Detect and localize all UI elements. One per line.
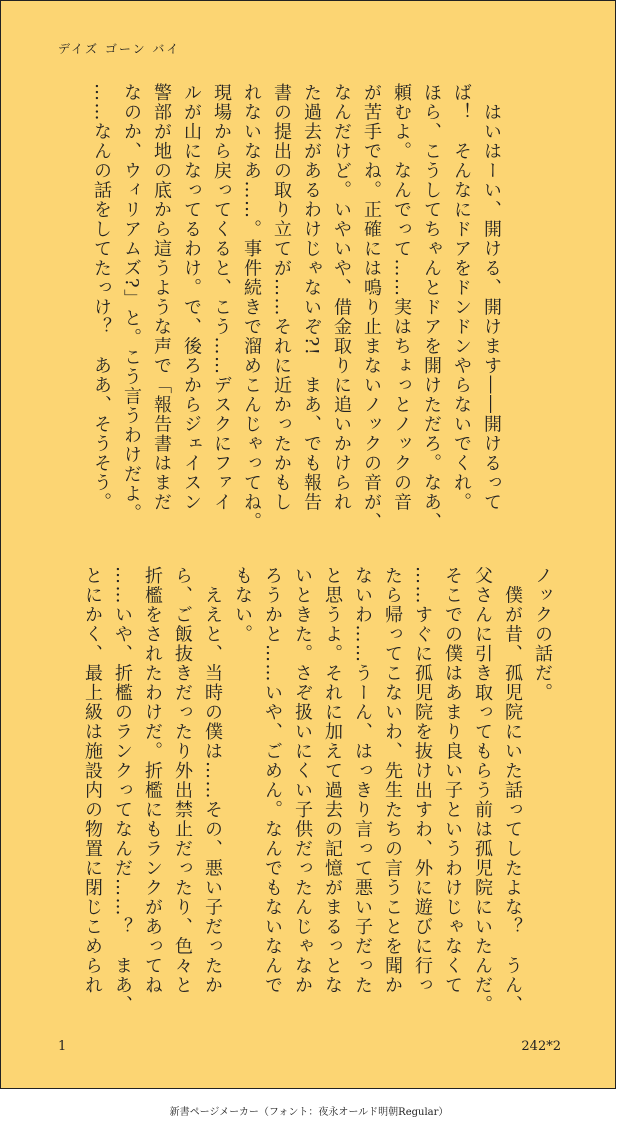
text-column: ろうかと……いや、ごめん。なんでもないなんで xyxy=(262,566,283,995)
text-column: 書の提出の取り立てが……それに近かったかもし xyxy=(271,83,292,512)
text-column: が苦手でね。正確には鳴り止まないノックの音が、 xyxy=(361,83,382,532)
text-column: ええと、当時の僕は……その、悪い子だったか xyxy=(202,566,223,995)
text-column: そこでの僕はあまり良い子というわけじゃなくて xyxy=(442,566,463,995)
text-column: なのか、ウィリアムズ?」と。こう言うわけだよ。 xyxy=(121,83,142,524)
text-column: 頼むよ。なんでって……実はちょっとノックの音 xyxy=(391,83,412,512)
text-column: もない。 xyxy=(232,566,253,644)
text-column: とにかく、最上級は施設内の物置に閉じこめられ xyxy=(82,566,103,995)
text-block-top xyxy=(86,83,506,533)
char-count: 242*2 xyxy=(521,1039,561,1054)
text-column: ルが山になってるわけ。で、後ろからジェイスン xyxy=(181,83,202,512)
text-column: たら帰ってこないわ、先生たちの言うことを聞か xyxy=(382,566,403,995)
text-column: 現場から戻ってくると、こう……デスクにファイ xyxy=(211,83,232,512)
text-column: 警部が地の底から這うような声で「報告書はまだ xyxy=(151,83,172,512)
text-column: はいはーい、開ける、開けます――開けるって xyxy=(481,83,502,512)
text-column: いときた。さぞ扱いにくい子供だったんじゃなか xyxy=(292,566,313,995)
page-number: 1 xyxy=(58,1039,67,1054)
text-column: ……いや、折檻のランクってなんだ……？ まあ、 xyxy=(112,566,133,1015)
text-column: れないなあ……。事件続きで溜めこんじゃってね。 xyxy=(241,83,262,532)
text-column: と思うよ。それに加えて過去の記憶がまるっとな xyxy=(322,566,343,995)
text-column: ないわ……うーん、はっきり言って悪い子だった xyxy=(352,566,373,995)
text-column: ……すぐに孤児院を抜け出すわ、外に遊びに行っ xyxy=(412,566,433,995)
text-column: ば！ そんなにドアをドンドンやらないでくれ。 xyxy=(451,83,472,512)
text-column: ら、ご飯抜きだったり外出禁止だったり、色々と xyxy=(172,566,193,995)
text-column: ほら、こうしてちゃんとドアを開けただろ。なあ、 xyxy=(421,83,442,532)
text-column: た過去があるわけじゃないぞ?! まあ、でも報告 xyxy=(301,83,322,513)
text-column: 父さんに引き取ってもらう前は孤児院にいたんだ。 xyxy=(472,566,493,1015)
running-header: デイズ ゴーン バイ xyxy=(58,42,181,56)
text-column: 僕が昔、孤児院にいた話ってしたよな？ うん、 xyxy=(502,566,523,1015)
text-column: ……なんの話をしてたっけ？ ああ、そうそう。 xyxy=(91,83,112,512)
text-column: 折檻をされたわけだ。折檻にもランクがあってね xyxy=(142,566,163,995)
text-column: なんだけど。いやいや、借金取りに追いかけられ xyxy=(331,83,352,512)
footer-caption: 新書ページメーカー（フォント：夜永オールド明朝Regular） xyxy=(169,1107,449,1118)
text-block-bottom xyxy=(77,566,557,1016)
text-column: ノックの話だ。 xyxy=(532,566,553,703)
